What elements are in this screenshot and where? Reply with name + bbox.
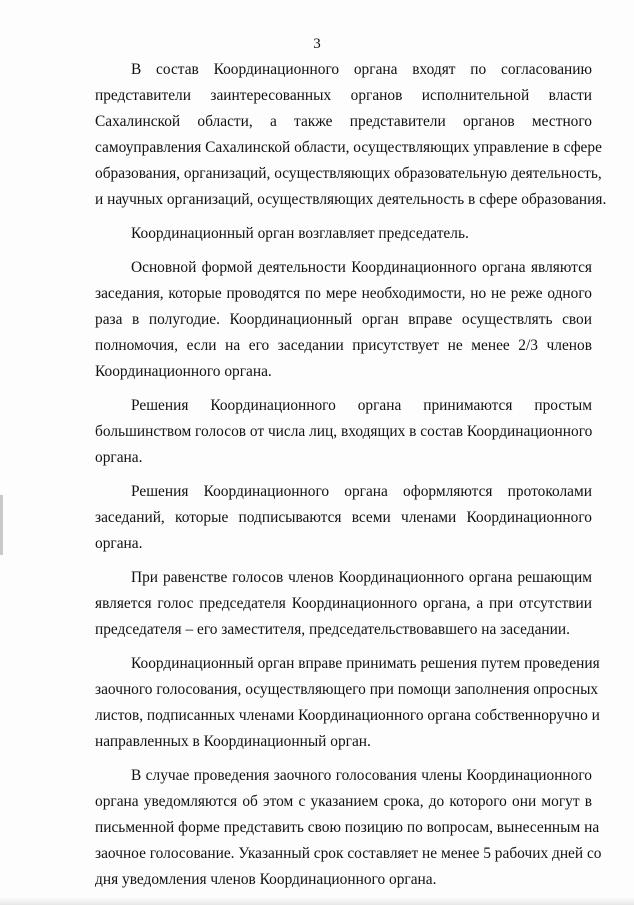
text-line: органа уведомляются об этом с указанием срока, до которого они могут в [95, 793, 592, 810]
text-line: Решения Координационного органа принимаются простым [131, 397, 592, 414]
text-line: направленных в Координационный орган. [95, 733, 371, 750]
text-line: органа. [95, 449, 143, 466]
paragraph [95, 255, 592, 385]
page-number: 3 [313, 36, 321, 52]
text-line: раза в полугодие. Координационный орган вправе осуществлять свои [95, 311, 592, 328]
paragraph [95, 763, 602, 893]
text-line: образования, организаций, осуществляющих образовательную деятельность, [95, 165, 602, 182]
paragraph [95, 393, 592, 471]
text-line: председателя – его заместителя, председательствовавшего на заседании. [95, 621, 570, 638]
text-line: Координационного органа. [95, 363, 272, 380]
text-line: Координационный орган возглавляет председатель. [131, 225, 469, 242]
text-line: является голос председателя Координационного органа, а при отсутствии [95, 595, 592, 612]
text-line: представители заинтересованных органов исполнительной власти [95, 87, 592, 104]
text-line: При равенстве голосов членов Координационного органа решающим [131, 569, 592, 586]
text-line: В случае проведения заочного голосования члены Координационного [131, 767, 592, 784]
paragraph [95, 651, 600, 755]
text-line: самоуправления Сахалинской области, осуществляющих управление в сфере [95, 139, 602, 156]
text-line: Решения Координационного органа оформляются протоколами [131, 483, 592, 500]
text-line: листов, подписанных членами Координационного органа собственноручно и [95, 707, 600, 724]
text-line: и научных организаций, осуществляющих деятельность в сфере образования. [95, 191, 607, 208]
document-body [95, 57, 607, 901]
text-line: письменной форме представить свою позицию по вопросам, вынесенным на [95, 819, 600, 836]
text-line: полномочия, если на его заседании присутствует не менее 2/3 членов [95, 337, 592, 354]
text-line: Основной формой деятельности Координационного органа являются [131, 259, 592, 276]
text-line: заочного голосования, осуществляющего при помощи заполнения опросных [95, 681, 599, 698]
text-line: заседания, которые проводятся по мере необходимости, но не реже одного [95, 285, 592, 302]
scan-bottom-edge [0, 897, 634, 905]
text-line: заочное голосование. Указанный срок составляет не менее 5 рабочих дней со [95, 845, 602, 862]
text-line: Сахалинской области, а также представители органов местного [95, 113, 592, 130]
paragraph [95, 479, 592, 557]
text-line: дня уведомления членов Координационного органа. [95, 871, 437, 888]
text-line: В состав Координационного органа входят по согласованию [131, 61, 592, 78]
text-line: большинством голосов от числа лиц, входящих в состав Координационного [95, 423, 593, 440]
text-line: Координационный орган вправе принимать решения путем проведения [131, 655, 600, 672]
paragraph [95, 57, 607, 213]
paragraph [95, 565, 592, 643]
scan-edge-mark [0, 495, 3, 555]
text-line: заседаний, которые подписываются всеми членами Координационного [95, 509, 592, 526]
text-line: органа. [95, 535, 143, 552]
paragraph [95, 221, 592, 247]
